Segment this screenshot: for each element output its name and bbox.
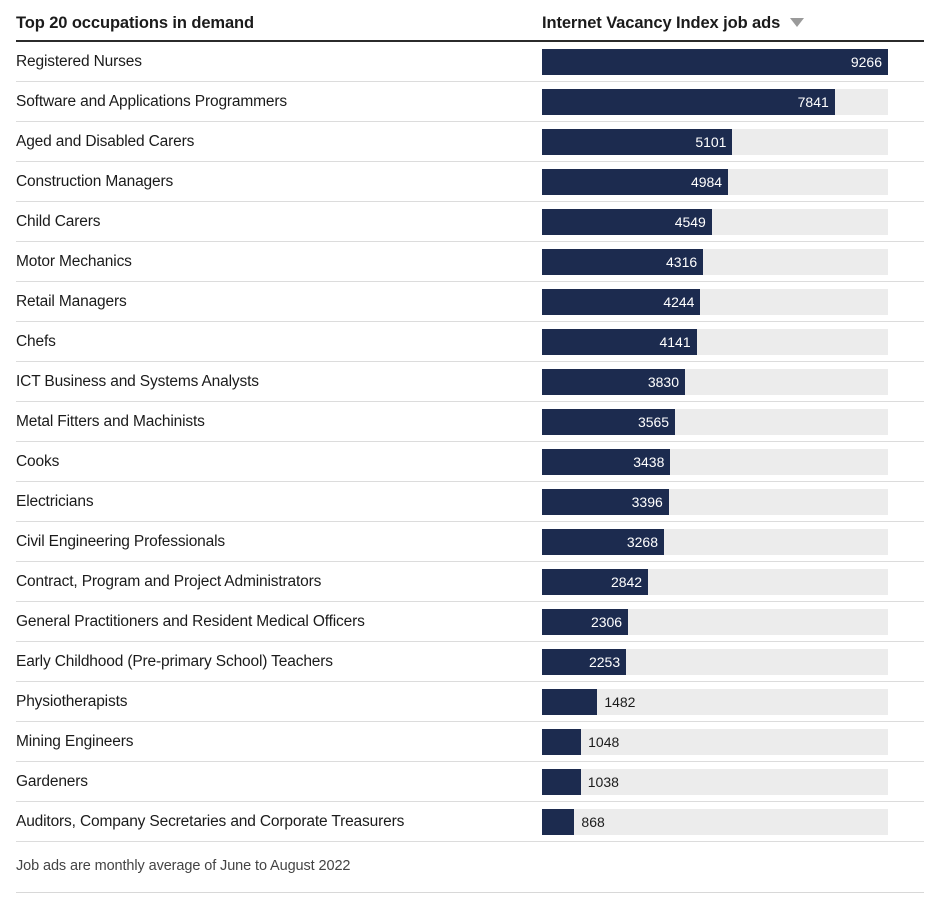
table-row: [16, 562, 924, 602]
occupation-label: Software and Applications Programmers: [16, 92, 287, 110]
bar-value-label: 4549: [674, 213, 706, 230]
bar-value-label: 1038: [587, 773, 619, 790]
bar: [542, 289, 700, 315]
table-row: [16, 682, 924, 722]
occupation-cell: [16, 813, 542, 831]
occupation-label: ICT Business and Systems Analysts: [16, 372, 259, 390]
bar: [542, 129, 732, 155]
bar-track: [542, 809, 888, 835]
occupation-label: Aged and Disabled Carers: [16, 132, 195, 150]
bar-track: [542, 249, 888, 275]
bar-track: [542, 489, 888, 515]
occupation-cell: [16, 533, 542, 551]
caret-down-icon[interactable]: [790, 18, 804, 27]
bar-track: [542, 689, 888, 715]
column-header-job-ads-label: Internet Vacancy Index job ads: [542, 14, 781, 32]
bar-cell: [542, 209, 924, 235]
bar-track: [542, 729, 888, 755]
bar-cell: [542, 729, 924, 755]
occupation-cell: [16, 653, 542, 671]
bar: [542, 529, 664, 555]
bar-value-label: 3565: [637, 413, 670, 430]
bar: [542, 609, 628, 635]
bar-track: [542, 289, 888, 315]
occupation-cell: [16, 733, 542, 751]
occupation-label: Cooks: [16, 452, 60, 470]
bar: [542, 569, 648, 595]
bar: [542, 689, 636, 715]
bar-value-label: 3830: [647, 373, 679, 390]
bar-track: [542, 129, 888, 155]
bar-value-label: 2253: [588, 653, 621, 670]
table-row: [16, 522, 924, 562]
bar-cell: [542, 769, 924, 795]
chart-header-row: [16, 0, 924, 42]
column-header-occupations: Top 20 occupations in demand: [16, 14, 255, 32]
bar-cell: [542, 649, 924, 675]
occupation-cell: [16, 293, 542, 311]
occupation-cell: [16, 93, 542, 111]
bar: [542, 249, 703, 275]
bar-value-label: 2306: [590, 613, 623, 630]
occupation-label: Gardeners: [16, 772, 88, 790]
table-row: [16, 282, 924, 322]
bar: [542, 729, 620, 755]
table-row: [16, 642, 924, 682]
chart-rows: [16, 42, 924, 842]
occupation-cell: [16, 413, 542, 431]
occupation-cell: [16, 213, 542, 231]
bar: [542, 489, 669, 515]
occupation-label: Electricians: [16, 492, 94, 510]
occupation-label: Metal Fitters and Machinists: [16, 412, 205, 430]
occupation-cell: [16, 253, 542, 271]
bar-value-label: 1048: [588, 733, 620, 750]
bar-value-label: 5101: [695, 133, 727, 150]
bar-cell: [542, 609, 924, 635]
bar-track: [542, 649, 888, 675]
bar-track: [542, 569, 888, 595]
bar-value-label: 868: [581, 813, 605, 830]
bar-cell: [542, 689, 924, 715]
bar: [542, 369, 685, 395]
bar-track: [542, 169, 888, 195]
bar-cell: [542, 129, 924, 155]
table-row: [16, 442, 924, 482]
bar-cell: [542, 409, 924, 435]
bar-value-label: 1482: [604, 693, 636, 710]
occupation-cell: [16, 333, 542, 351]
occupation-label: General Practitioners and Resident Medical Officers: [16, 612, 365, 630]
occupation-label: Retail Managers: [16, 292, 127, 310]
bar-value-label: 3268: [626, 533, 659, 550]
occupation-label: Contract, Program and Project Administrators: [16, 572, 322, 590]
occupation-label: Chefs: [16, 332, 56, 350]
bar-cell: [542, 369, 924, 395]
bar-value-label: 4244: [663, 293, 695, 310]
bar: [542, 769, 619, 795]
occupation-label: Auditors, Company Secretaries and Corporate Treasurers: [16, 812, 405, 830]
bar-cell: [542, 569, 924, 595]
bar-track: [542, 769, 888, 795]
bar-track: [542, 49, 888, 75]
table-row: [16, 402, 924, 442]
occupation-cell: [16, 133, 542, 151]
bar-cell: [542, 289, 924, 315]
bar: [542, 49, 888, 75]
occupation-label: Civil Engineering Professionals: [16, 532, 226, 550]
bar-value-label: 4984: [690, 173, 723, 190]
bar: [542, 89, 835, 115]
bottom-divider: [16, 892, 924, 893]
bar-value-label: 3396: [631, 493, 663, 510]
bar: [542, 169, 728, 195]
bar: [542, 329, 697, 355]
bar-track: [542, 609, 888, 635]
bar-cell: [542, 329, 924, 355]
occupation-cell: [16, 693, 542, 711]
table-row: [16, 322, 924, 362]
bar: [542, 209, 712, 235]
table-row: [16, 242, 924, 282]
occupation-cell: [16, 453, 542, 471]
bar-track: [542, 209, 888, 235]
bar: [542, 409, 675, 435]
occupation-cell: [16, 173, 542, 191]
bar-cell: [542, 169, 924, 195]
bar-value-label: 9266: [850, 53, 882, 70]
bar-cell: [542, 489, 924, 515]
occupation-cell: [16, 773, 542, 791]
occupation-label: Mining Engineers: [16, 732, 134, 750]
bar-cell: [542, 89, 924, 115]
chart-footnote: Job ads are monthly average of June to August 2022: [16, 858, 351, 874]
occupation-label: Motor Mechanics: [16, 252, 132, 270]
bar-cell: [542, 49, 924, 75]
occupation-label: Child Carers: [16, 212, 101, 230]
occupation-cell: [16, 493, 542, 511]
occupation-label: Early Childhood (Pre-primary School) Teachers: [16, 652, 333, 670]
bar-value-label: 2842: [610, 573, 643, 590]
table-row: [16, 42, 924, 82]
occupation-label: Registered Nurses: [16, 52, 142, 70]
table-row: [16, 162, 924, 202]
bar-cell: [542, 529, 924, 555]
occupation-label: Physiotherapists: [16, 692, 128, 710]
bar-track: [542, 89, 888, 115]
table-row: [16, 722, 924, 762]
table-row: [16, 82, 924, 122]
bar: [542, 449, 670, 475]
occupation-cell: [16, 373, 542, 391]
bar-track: [542, 369, 888, 395]
bar-value-label: 4316: [666, 253, 698, 270]
occupation-cell: [16, 53, 542, 71]
bar-track: [542, 409, 888, 435]
bar-value-label: 3438: [633, 453, 665, 470]
bar: [542, 649, 626, 675]
bar-track: [542, 529, 888, 555]
bar-cell: [542, 449, 924, 475]
bar-cell: [542, 249, 924, 275]
occupation-cell: [16, 573, 542, 591]
bar-cell: [542, 809, 924, 835]
bar-value-label: 7841: [797, 93, 829, 110]
occupation-label: Construction Managers: [16, 172, 174, 190]
table-row: [16, 802, 924, 842]
bar-value-label: 4141: [659, 333, 691, 350]
table-row: [16, 762, 924, 802]
table-row: [16, 202, 924, 242]
bar-track: [542, 449, 888, 475]
table-row: [16, 362, 924, 402]
table-row: [16, 602, 924, 642]
column-header-job-ads: [542, 14, 924, 40]
occupation-cell: [16, 613, 542, 631]
table-row: [16, 122, 924, 162]
bar-track: [542, 329, 888, 355]
bar: [542, 809, 605, 835]
table-row: [16, 482, 924, 522]
